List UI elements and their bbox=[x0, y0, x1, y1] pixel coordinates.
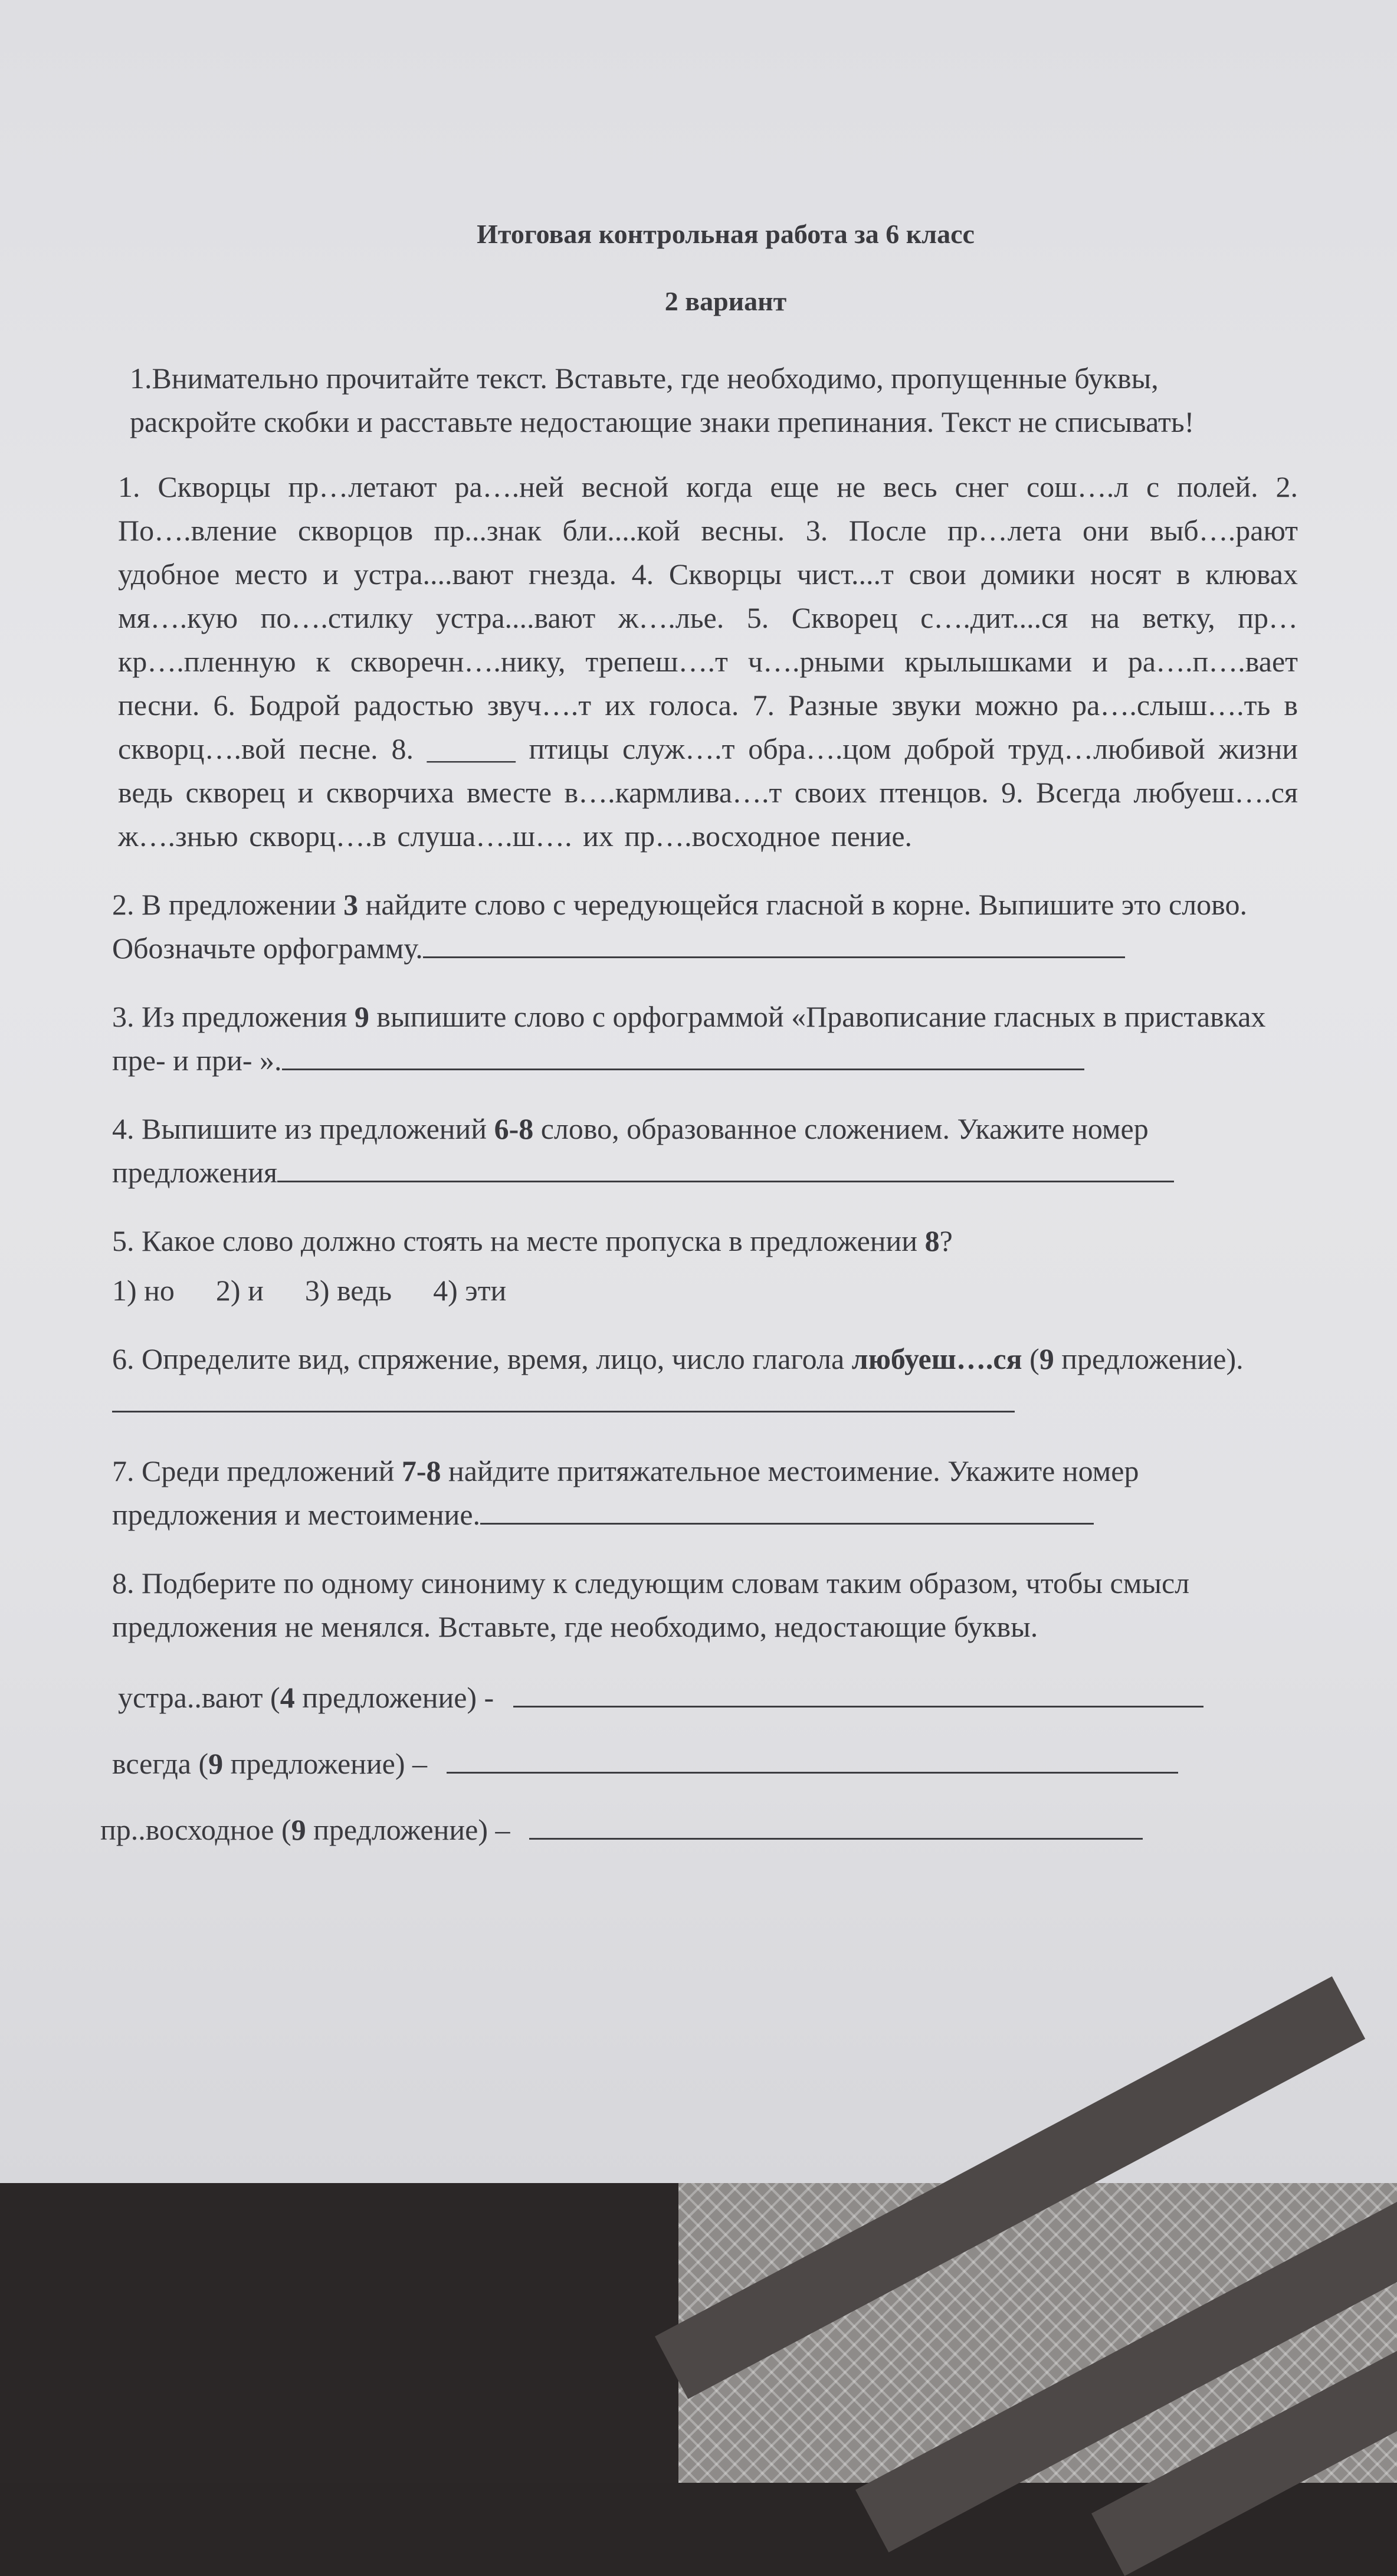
question-5-options bbox=[112, 1269, 1304, 1312]
answer-line[interactable] bbox=[423, 930, 1125, 958]
option-4[interactable]: 4) эти bbox=[433, 1274, 507, 1307]
question-6: 6. Определите вид, спряжение, время, лицо, число глагола любуеш….ся (9 предложение). bbox=[112, 1337, 1304, 1424]
answer-line[interactable] bbox=[277, 1155, 1174, 1182]
question-8-instruction: 8. Подберите по одному синониму к следующим словам таким образом, чтобы смысл предложения не менялся. Вставьте, где необходимо, недостающие буквы. bbox=[112, 1566, 1190, 1643]
task1-instruction: 1.Внимательно прочитайте текст. Вставьте, где необходимо, пропущенные буквы, раскройте скобки и расставьте недостающие знаки препинания. Текст не списывать! bbox=[130, 362, 1195, 438]
mesh-fabric bbox=[678, 2183, 1397, 2483]
answer-line[interactable] bbox=[529, 1812, 1143, 1840]
option-1[interactable]: 1) но bbox=[112, 1274, 175, 1307]
option-2[interactable]: 2) и bbox=[215, 1274, 264, 1307]
option-3[interactable]: 3) ведь bbox=[304, 1274, 392, 1307]
synonym-rows bbox=[100, 1676, 1304, 1851]
answer-line[interactable] bbox=[480, 1497, 1094, 1525]
task1-text: 1. Скворцы пр…летают ра….ней весной когда еще не весь снег сош….л с полей. 2. По….вление скворцов пр...знак бли....кой весны. 3. После пр…лета они выб….рают удобное место и устра....вают гнезда. 4. Скворцы чист....т свои домики носят в клювах мя….кую по….стилку устра....вают ж….лье. 5. Скворец с….дит....ся на ветку, пр…кр….пленную к скворечн….нику, трепеш….т ч….рными крылышками и ра….п….вает песни. 6. Бодрой радостью звуч….т их голоса. 7. Разные звуки можно ра….слыш….ть в скворц….вой песне. 8. ______ птицы служ….т обра….цом доброй труд…любивой жизни ведь скворец и скворчиха вместе в….кармлива….т своих птенцов. 9. Всегда любуеш….ся ж….знью скворц….в слуша….ш…. их пр….восходное пение. bbox=[118, 470, 1298, 853]
synonym-row: устра..вают (4 предложение) - bbox=[118, 1676, 1304, 1719]
answer-line[interactable] bbox=[282, 1043, 1084, 1070]
answer-line[interactable] bbox=[513, 1680, 1203, 1707]
synonym-row: пр..восходное (9 предложение) – bbox=[100, 1808, 1304, 1851]
answer-line[interactable] bbox=[112, 1385, 1015, 1412]
question-4: 4. Выпишите из предложений 6-8 слово, образованное сложением. Укажите номер предложения bbox=[112, 1107, 1304, 1194]
worksheet bbox=[100, 212, 1304, 1851]
worksheet-title: Итоговая контрольная работа за 6 класс bbox=[477, 219, 975, 249]
question-5: 5. Какое слово должно стоять на месте пропуска в предложении 8? bbox=[112, 1224, 953, 1257]
question-7: 7. Среди предложений 7-8 найдите притяжательное местоимение. Укажите номер предложения и местоимение. bbox=[112, 1454, 1139, 1531]
synonym-row: всегда (9 предложение) – bbox=[112, 1742, 1304, 1785]
question-2: 2. В предложении 3 найдите слово с чередующейся гласной в корне. Выпишите это слово. Обозначьте орфограмму. bbox=[112, 888, 1247, 965]
answer-line[interactable] bbox=[447, 1746, 1178, 1774]
question-3: 3. Из предложения 9 выпишите слово с орфограммой «Правописание гласных в приставках пре- и при- ». bbox=[112, 1000, 1266, 1077]
variant-label: 2 вариант bbox=[664, 286, 787, 316]
